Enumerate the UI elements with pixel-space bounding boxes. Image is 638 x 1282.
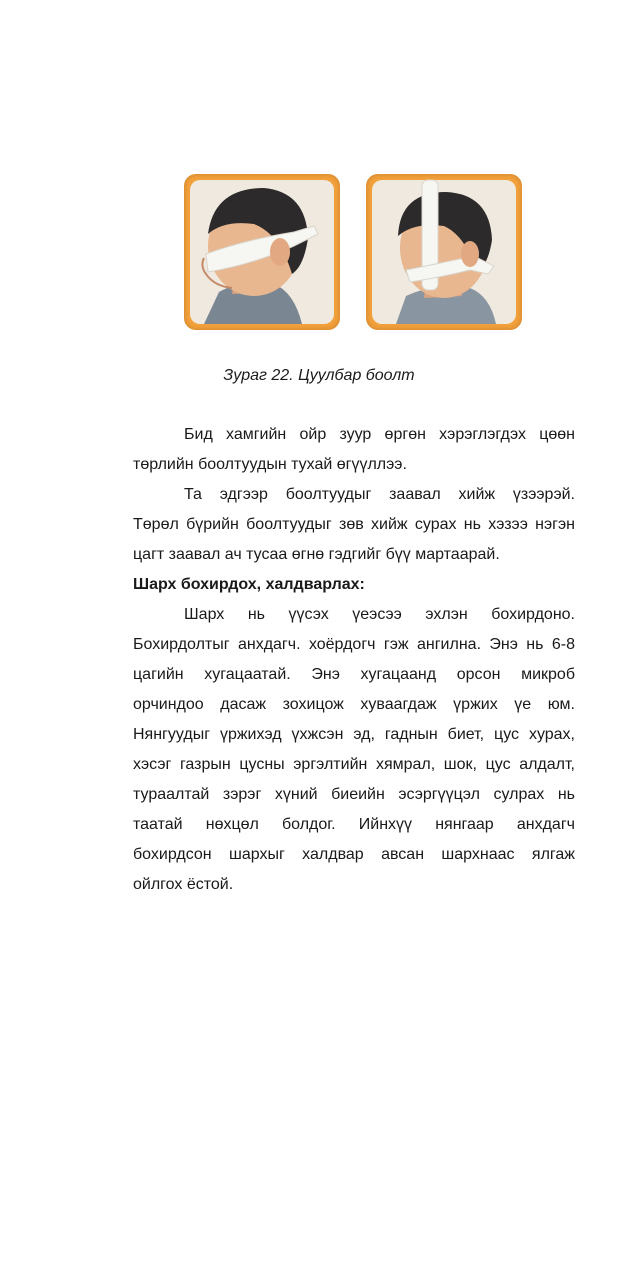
paragraph-line: цагт заавал ач тусаа өгнө гэдгийг бүү мартаарай. [133,546,500,563]
paragraph-line: Бохирдолтыг анхдагч. хоёрдогч гэж ангилна. Энэ нь 6-8 [133,636,575,653]
paragraph-line: цагийн хугацаатай. Энэ хугацаанд орсон микроб [133,666,575,683]
paragraph-line: Шарх нь үүсэх үеэсээ эхлэн бохирдоно. [184,606,575,623]
figure-photos [184,174,524,332]
paragraph-line: Та эдгээр боолтуудыг заавал хийж үзээрэй. [184,486,575,503]
side-profile-bandage-photo [184,174,340,330]
paragraph-line: таатай нөхцөл болдог. Ийнхүү нянгаар анхдагч [133,816,575,833]
paragraph-line: төрлийн боолтуудын тухай өгүүллээ. [133,456,407,473]
paragraph-line: Нянгуудыг үржихэд үхжсэн эд, гаднын биет, цус хурах, [133,726,575,743]
paragraph-line: орчиндоо дасаж зохицож хуваагдаж үржих үе юм. [133,696,575,713]
paragraph-line: Төрөл бүрийн боолтуудыг зөв хийж сурах нь хэзээ нэгэн [133,516,575,533]
paragraph-line: тураалтай зэрэг хүний биеийн эсэргүүцэл сулрах нь [133,786,575,803]
front-side-bandage-photo [366,174,522,330]
paragraph-line: ойлгох ёстой. [133,876,234,893]
section-heading: Шарх бохирдох, халдварлах: [133,576,365,593]
paragraph-line: хэсэг газрын цусны эргэлтийн хямрал, шок, цус алдалт, [133,756,575,773]
paragraph-line: бохирдсон шархыг халдвар авсан шархнаас ялгаж [133,846,575,863]
body-text [133,420,575,900]
figure-caption: Зураг 22. Цуулбар боолт [223,367,415,384]
paragraph-line: Бид хамгийн ойр зуур өргөн хэрэглэгдэх цөөн [184,426,575,443]
